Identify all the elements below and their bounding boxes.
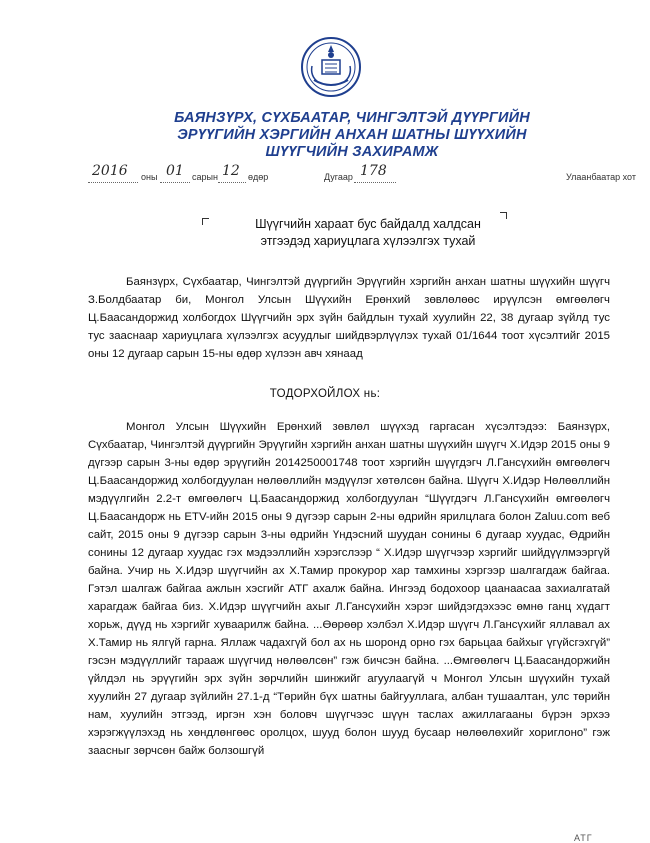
main-paragraph: Монгол Улсын Шүүхийн Ерөнхий зөвлөл шүүхэд гаргасан хүсэлтэдээ: Баянзүрх, Сүхбаатар, Чингэлтэй дүүргийн Эрүүгийн хэргийн анхан шатны шүүхийн шүүгч Х.Идэр 2015 оны 9 дүгээр сарын 3-ны өдөр эрүүгийн 2014250001748 тоот хэргийн шүүгдэгч Л.Гансүхийн өмгөөлөгч Ц.Баасандоржид холбогдуулан нөлөөллийн мэдүүлэг хөтөлсөн байна. Шүүгч Х.Идэр Нөлөөллийн мэдүүлгийн 2.2-т өмгөөлөгч Ц.Баасандоржид холбогдуулан “Шүүгдэгч Л.Гансүхийн өмгөөлөгч Ц.Баасандорж нь ЕТV-ийн 2015 оны 9 дүгээр сарын 2-ны өдрийн ярилцлага болон Zaluu.com веб сайт, 2015 оны 9 дүгээр сарын 3-ны өдрийн Үндэсний шуудан сонины 6 дугаар хуудас, Өдрийн сонины 12 дугаар хуудас гэх мэдээллийн хэрэгслээр “ Х.Идэр шүүгчээр хэргийг шийдүүлмээргүй байна. Учир нь Х.Идэр шүүгчийн ах Х.Тамир прокурор хар тамхины хэргээр шалгагдаж байгаа. Гэтэл шалгаж байгаа ажлын хэсгийг АТГ ахалж байна. Ингээд бодохоор цаанаасаа захиалгатай харагдаж байгаа биз. Х.Идэр шүүгчийн ахыг Л.Гансүхийн хэрэг шийдэгдэхээс өмнө ганц хүдагт хорьж, дүүд нь хэргийг хуваарилж байна. ...Өөрөөр хэлбэл Х.Идэр шүүгч Л.Гансүхийг яллавал ах Х.Тамир нь ялгүй гарна. Яллаж чадахгүй бол ах нь шоронд орно гэх барьцаа байхыг үгүйсгэхгүй” гэсэн мэдүүллийг тарааж шүүгчид нөлөөлсөн” гэж бичсэн байна. ...Өмгөөлөгч Ц.Баасандоржийн үйлдэл нь эрүүгийн эрх зүйн зөрчлийн шинжийг агуулаагүй ч Монгол Улсын шүүхийн тухай хуулийн 27 дугаар зүйлийн 27.1-д “Төрийн бүх шатны байгууллага, албан тушаалтан, улс төрийн нам, хуулийн этгээд, иргэн хэн боловч шүүгчээс шүүн таслах ажиллагааны бүрэн эрхээ хэрэгжүүлэхэд нь хөндлөнгөөс оролцох, шууд болон шууд бусаар нөлөөлөхийг хориглоно” гэж заасныг зөрчсөн байж болзошгүй [88,421,610,757]
org-line-2: ЭРҮҮГИЙН ХЭРГИЙН АНХАН ШАТНЫ ШҮҮХИЙН [177,127,527,143]
decree-meta-row [0,165,650,187]
section-heading: ТОДОРХОЙЛОХ нь: [269,388,381,400]
subject-corner-left [202,218,209,225]
organization-title [152,110,552,161]
handwritten-year: 2016 [92,163,128,179]
handwritten-number: 178 [360,163,387,179]
org-line-3: ШҮҮГЧИЙН ЗАХИРАМЖ [265,144,439,160]
subject-line-2: этгээдэд хариуцлага хүлээлгэх тухай [260,234,476,248]
month-suffix: сарын [192,172,218,182]
subject-line-1: Шүүгчийн хараат бус байдалд халдсан [255,217,481,231]
intro-paragraph: Баянзүрх, Сүхбаатар, Чингэлтэй дүүргийн Эрүүгийн хэргийн анхан шатны шүүхийн шүүгч З.Болдбаатар би, Монгол Улсын Шүүхийн Ерөнхий зөвлөлөөс ирүүлсэн өмгөөлөгч Ц.Баасандоржид холбогдох Шүүгчийн эрх зүйн байдлын тухай хуулийн 22, 38 дугаар зүйлд тус тус зааснаар хариуцлага хүлээлгэх асуудлыг шийдвэрлүүлэх тухай 01/1644 тоот хүсэлтийг 2015 оны 12 дугаар сарын 15-ны өдөр хүлээн авч хянаад [88,276,610,360]
year-line [88,182,138,183]
number-label: Дугаар [324,172,353,182]
handwritten-day: 12 [222,163,240,179]
month-line [160,182,190,183]
decree-subject [218,216,518,250]
place-label: Улаанбаатар хот [566,172,636,182]
year-suffix: оны [141,172,158,182]
handwritten-month: 01 [166,163,184,179]
number-line [354,182,396,183]
day-line [218,182,246,183]
org-line-1: БАЯНЗҮРХ, СҮХБААТАР, ЧИНГЭЛТЭЙ ДҮҮРГИЙН [174,110,530,126]
day-suffix: өдөр [248,172,269,182]
mongolia-state-emblem-icon [300,36,362,98]
cut-off-text: АТГ [574,833,593,843]
